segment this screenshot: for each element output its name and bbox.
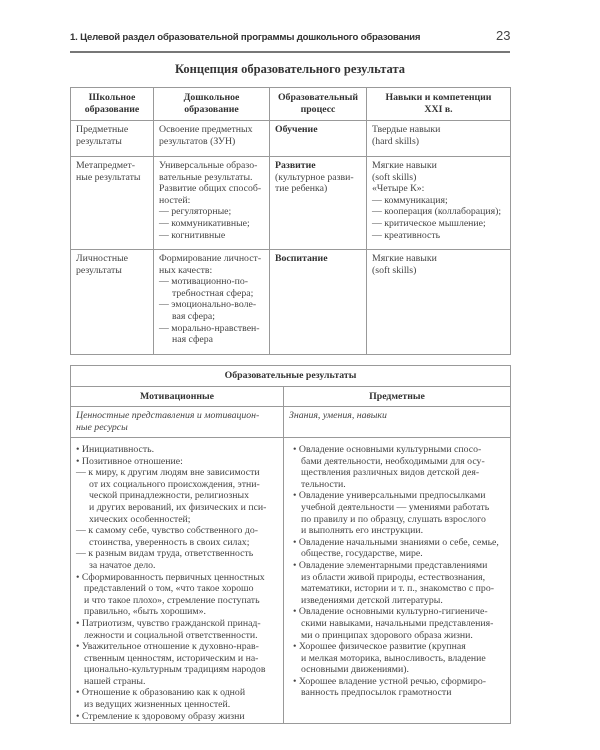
cell-preschool	[154, 157, 270, 250]
text-line: • Сформированность первичных ценностных	[76, 571, 265, 583]
text-line: • Овладение основными культурно-гигиениче-	[293, 606, 488, 618]
text-line: • Позитивное отношение:	[76, 455, 183, 467]
text-line: XXI в.	[424, 104, 453, 115]
text-line: ственным ценностям, историческим и на-	[84, 652, 259, 664]
text-line: • Хорошее владение устной речью, сформиро-	[293, 675, 487, 687]
process-name: Воспитание	[275, 253, 328, 264]
text-line: — когнитивные	[159, 229, 226, 241]
text-line: — кооперация (коллаборация);	[372, 206, 502, 218]
cell-process	[270, 250, 367, 355]
column-header-motivational: Мотивационные	[71, 387, 284, 407]
text-line: стоинства, уверенность в своих силах;	[89, 536, 250, 548]
text-line: • Патриотизм, чувство гражданской принад-	[76, 617, 261, 629]
text-line: ческой принадлежности, религиозных	[89, 490, 249, 502]
text-line: от их социального происхождения, этни-	[89, 478, 260, 490]
text-line: требностная сфера;	[172, 287, 254, 299]
text-line: Знания, умения, навыки	[289, 410, 387, 421]
text-line: • Уважительное отношение к духовно-нрав-	[76, 641, 259, 653]
subject-list	[284, 438, 511, 724]
text-line: изведениями детской литературы.	[301, 594, 443, 606]
text-line: образование	[184, 104, 239, 115]
table-title: Концепция образовательного результата	[174, 62, 406, 76]
cell-skills	[367, 250, 511, 355]
text-line: результаты	[76, 135, 122, 147]
results-table	[70, 365, 511, 724]
text-line: хических особенностей;	[89, 513, 191, 525]
text-line: — регуляторные;	[159, 206, 232, 218]
cell-skills	[367, 121, 511, 157]
text-line: обществе, государстве, мире.	[301, 548, 423, 560]
text-line: и других верований, их физических и пси-	[89, 501, 267, 513]
text-line: математики, истории и т. п., знакомство с про-	[301, 583, 494, 595]
text-line: Навыки и компетенции	[385, 92, 492, 104]
text-line: и мелкая моторика, выносливость, владение	[301, 652, 486, 664]
text-line: ные ресурсы	[76, 421, 128, 433]
header-rule	[70, 51, 510, 53]
text-line: • Хорошее физическое развитие (крупная	[293, 641, 466, 653]
column-header	[71, 88, 154, 121]
cell-skills	[367, 157, 511, 250]
table-row	[71, 157, 511, 250]
cell-school	[71, 121, 154, 157]
text-line: вая сфера;	[172, 310, 215, 322]
text-line: за начатое дело.	[89, 559, 156, 571]
text-line: представлений о том, «что такое хорошо	[84, 583, 254, 595]
text-line: ществления различных видов детской дея-	[301, 467, 480, 479]
text-line: ми о принципах здорового образа жизни.	[301, 629, 473, 641]
text-line: вательные результаты.	[159, 171, 253, 183]
text-line: Мягкие навыки	[372, 160, 437, 171]
text-line: Дошкольное	[183, 92, 240, 104]
concept-table	[70, 87, 511, 355]
table-row	[71, 250, 511, 355]
table-row	[71, 121, 511, 157]
text-line: • Инициативность.	[76, 444, 155, 455]
cell-school	[71, 157, 154, 250]
text-line: ванность предпосылок грамотности	[301, 687, 452, 699]
text-line: результаты	[76, 264, 122, 276]
column-header-subject: Предметные	[284, 387, 511, 407]
text-line: Школьное	[88, 92, 136, 104]
text-line: ционально-культурным традициям народов	[84, 664, 266, 676]
text-line: ные результаты	[76, 171, 141, 183]
text-line: Универсальные образо-	[159, 160, 258, 171]
cell-preschool	[154, 250, 270, 355]
text-line: Предметные	[76, 124, 129, 135]
text-line: правильно, «быть хорошим».	[84, 606, 206, 618]
text-line: — критическое мышление;	[372, 217, 486, 229]
column-header	[154, 88, 270, 121]
process-note	[275, 172, 361, 195]
text-line: Ценностные представления и мотивацион-	[76, 410, 260, 421]
text-line: тие ребенка)	[275, 183, 328, 195]
text-line: и что такое плохо», стремление поступать	[84, 594, 260, 606]
text-line: процесс	[300, 104, 336, 115]
text-line: (soft skills)	[372, 264, 417, 276]
text-line: Образовательный	[277, 92, 359, 104]
text-line: — к самому себе, чувство собственного до-	[76, 525, 259, 537]
text-line: Освоение предметных	[159, 124, 253, 135]
text-line: (hard skills)	[372, 135, 420, 147]
text-line: учебной деятельности — умениями работать	[301, 501, 490, 513]
text-line: — креативность	[372, 229, 441, 241]
cell-process	[270, 157, 367, 250]
text-line: Развитие общих способ-	[159, 183, 262, 195]
text-line: — коммуникация;	[372, 194, 448, 206]
column-header	[367, 88, 511, 121]
text-line: ная сфера	[172, 334, 213, 346]
text-line: основными движениями).	[301, 664, 409, 676]
cell-school	[71, 250, 154, 355]
results-title: Образовательные результаты	[71, 366, 511, 387]
process-name: Развитие	[275, 160, 316, 171]
subheader-left	[71, 407, 284, 438]
text-line: (soft skills)	[372, 171, 417, 183]
text-line: скими навыками, начальными представления-	[301, 617, 494, 629]
text-line: Метапредмет-	[76, 160, 135, 171]
text-line: и выполнять его инструкции.	[301, 525, 424, 537]
text-line: ных качеств:	[159, 264, 213, 276]
text-line: — морально-нравствен-	[159, 322, 260, 334]
text-line: из области живой природы, естествознания,	[301, 571, 486, 583]
text-line: тельности.	[301, 478, 346, 490]
text-line: бами деятельности, необходимыми для осу-	[301, 455, 485, 467]
text-line: • Стремление к здоровому образу жизни	[76, 710, 245, 722]
process-name: Обучение	[275, 124, 318, 135]
text-line: из ведущих жизненных ценностей.	[84, 699, 231, 711]
text-line: • Овладение начальными знаниями о себе, семье,	[293, 536, 499, 548]
motivational-list	[71, 438, 284, 724]
text-line: — к миру, к другим людям вне зависимости	[76, 467, 260, 479]
subheader-right	[284, 407, 511, 438]
running-header: 1. Целевой раздел образовательной программы дошкольного образования	[70, 32, 421, 43]
text-line: • Отношение к образованию как к одной	[76, 687, 246, 699]
text-line: результатов (ЗУН)	[159, 135, 236, 147]
text-line: Твердые навыки	[372, 124, 441, 135]
text-line: — эмоционально-воле-	[159, 299, 257, 311]
text-line: Личностные	[76, 253, 129, 264]
text-line: — мотивационно-по-	[159, 276, 249, 288]
header-row	[71, 88, 511, 121]
text-line: лежности и социальной ответственности.	[84, 629, 258, 641]
text-line: образование	[84, 104, 140, 115]
text-line: (культурное разви-	[275, 171, 354, 183]
text-line: • Овладение элементарными представлениями	[293, 559, 488, 571]
text-line: — к разным видам труда, ответственность	[76, 548, 254, 560]
column-header	[270, 88, 367, 121]
text-line: Формирование личност-	[159, 253, 262, 264]
text-line: «Четыре К»:	[372, 183, 425, 195]
text-line: нашей страны.	[84, 675, 146, 687]
text-line: • Овладение универсальными предпосылками	[293, 490, 486, 502]
text-line: по правилу и по образцу, слушать взрослого	[301, 513, 486, 525]
text-line: Мягкие навыки	[372, 253, 437, 264]
text-line: • Овладение основными культурными спосо-	[293, 444, 482, 455]
text-line: — коммуникативные;	[159, 217, 250, 229]
text-line: ностей:	[159, 194, 191, 206]
cell-preschool	[154, 121, 270, 157]
cell-process	[270, 121, 367, 157]
page-number: 23	[496, 28, 511, 43]
